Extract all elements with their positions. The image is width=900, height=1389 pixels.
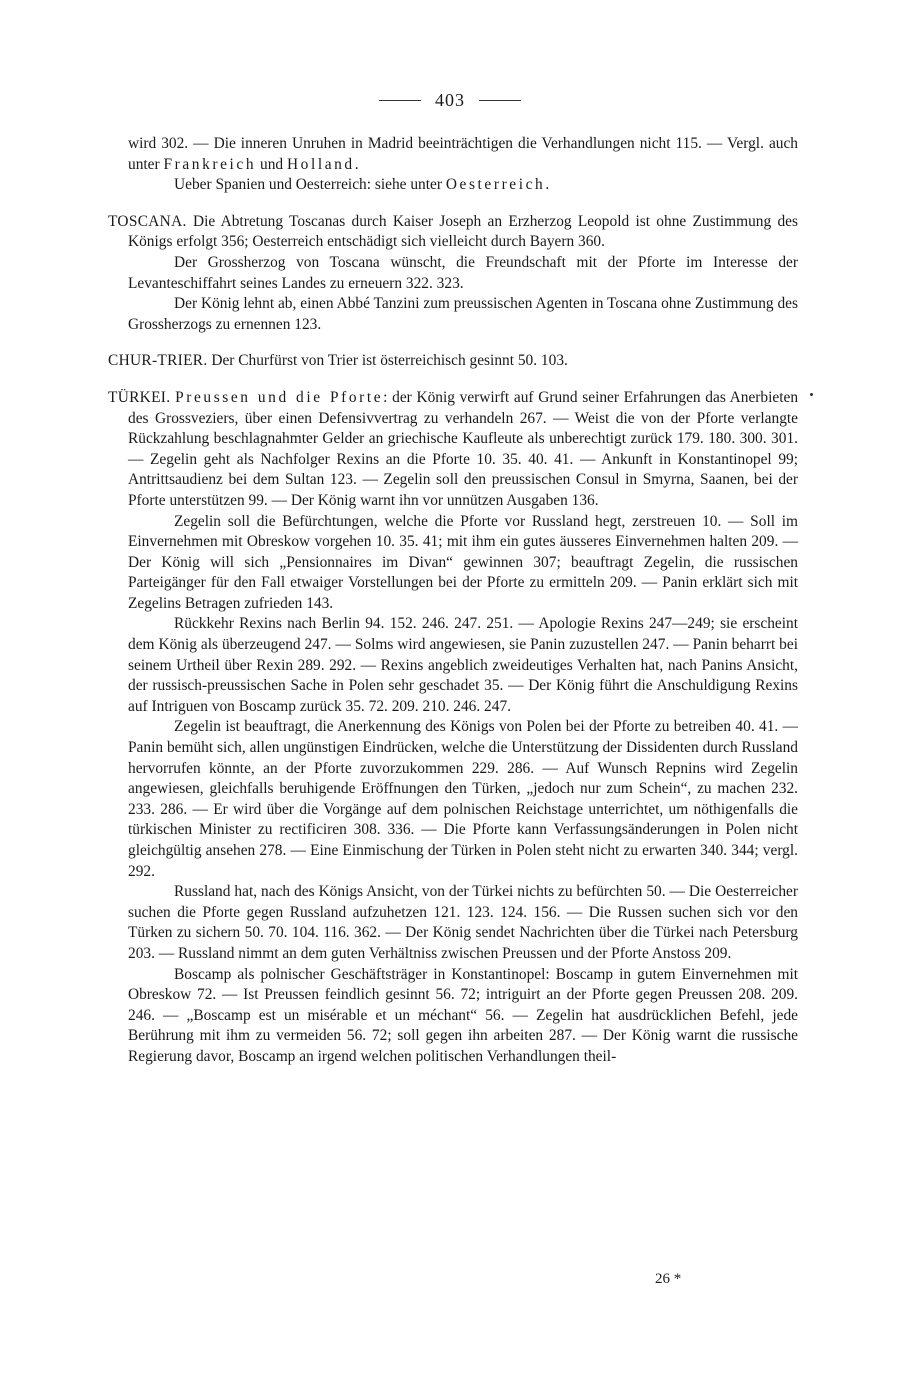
section-gap bbox=[108, 335, 798, 351]
tuerkei-paragraph-3: Rückkehr Rexins nach Berlin 94. 152. 246. 247. 251. — Apologie Rexins 247—249; sie erscheint dem König als überzeugend 247. — Solms wird angewiesen, sie Panin zuzustellen 247. — Panin beharrt bei seinem Urtheil über Rexin 289. 292. — Rexins angeblich zweideutiges Verhalten hat, nach Panins Ansicht, der russisch-preussischen Sache in Polen sehr geschadet 35. — Der König führt die Anschuldigung Rexins auf Intriguen von Boscamp zurück 35. 72. 209. 210. 246. 247. bbox=[128, 615, 798, 715]
tuerkei-heading: TÜRKEI. bbox=[108, 388, 171, 406]
chur-trier-paragraph: Der Churfürst von Trier ist österreichisch gesinnt 50. 103. bbox=[207, 352, 568, 370]
toscana-paragraph-3: Der König lehnt ab, einen Abbé Tanzini zum preussischen Agenten in Toscana ohne Zustimmung des Grossherzogs zu ernennen 123. bbox=[128, 295, 798, 333]
tuerkei-paragraph-6: Boscamp als polnischer Geschäftsträger in Konstantinopel: Boscamp in gutem Einvernehmen mit Obreskow 72. — Ist Preussen feindlich gesinnt 56. 72; intriguirt an der Pforte gegen Preussen 208. 209. 246. — „Boscamp est un misérable et un méchant“ 56. — Zegelin hat ausdrücklichen Befehl, jede Berührung mit ihm zu vermeiden 56. 72; soll gegen ihn arbeiten 287. — Der König warnt die russische Regierung davor, Boscamp an irgend welchen politischen Verhandlungen theil- bbox=[128, 965, 798, 1065]
tuerkei-paragraph-5: Russland hat, nach des Königs Ansicht, von der Türkei nichts zu befürchten 50. — Die Oesterreicher suchen die Pforte gegen Russland aufzuhetzen 121. 123. 124. 156. — Die Russen suchen sich vor den Türken zu sichern 50. 70. 104. 116. 362. — Der König sendet Nachrichten über die Türkei nach Petersburg 203. — Russland nimmt an dem guten Verhältniss zwischen Preussen und der Pforte Anstoss 209. bbox=[128, 883, 798, 962]
spain-tail-text: wird 302. — Die inneren Unruhen in Madrid beeinträchtigen die Verhandlungen nicht 115. — Vergl. auch unter bbox=[128, 135, 798, 173]
toscana-paragraph-2: Der Grossherzog von Toscana wünscht, die Freundschaft mit der Pforte im Interesse der Levanteschiffahrt seines Landes zu erneuern 322. 323. bbox=[128, 253, 798, 292]
toscana-entry bbox=[108, 212, 798, 253]
page-header bbox=[0, 90, 900, 111]
page-body bbox=[108, 134, 798, 1068]
print-speck bbox=[810, 393, 813, 396]
header-rule-left bbox=[379, 100, 421, 101]
tuerkei-paragraph-1: : der König verwirft auf Grund seiner Erfahrungen das Anerbieten des Grossveziers, über einen Defensivvertrag zu verhandeln 267. — Weist die von der Pforte verlangte Rückzahlung beschlagnahmter Gelder an griechische Kaufleute als unberechtigt zurück 179. 180. 300. 301. — Zegelin geht als Nachfolger Rexins an die Pforte 10. 35. 40. 41. — Ankunft in Konstantinopel 99; Antrittsaudienz bei dem Sultan 123. — Zegelin soll den preussischen Consul in Smyrna, Saanen, bei der Pforte unterstützen 99. — Der König warnt ihn vor unnützen Ausgaben 136. bbox=[128, 388, 799, 509]
chur-trier-heading: CHUR-TRIER. bbox=[108, 352, 208, 370]
signature-mark: 26 * bbox=[655, 1271, 682, 1287]
header-rule-right bbox=[479, 100, 521, 101]
cross-ref-frankreich: Frankreich bbox=[163, 155, 257, 173]
conjunction: und bbox=[256, 155, 287, 173]
punct: . bbox=[545, 176, 550, 194]
toscana-paragraph-1: Die Abtretung Toscanas durch Kaiser Joseph an Erzherzog Leopold ist ohne Zustimmung des Königs erfolgt 356; Oesterreich entschädigt sich vielleicht durch Bayern 360. bbox=[128, 212, 798, 251]
page-number: 403 bbox=[435, 90, 465, 110]
toscana-heading: TOSCANA. bbox=[108, 212, 187, 230]
tuerkei-entry bbox=[108, 388, 798, 512]
punct: . bbox=[354, 155, 359, 173]
tuerkei-paragraph-4: Zegelin ist beauftragt, die Anerkennung des Königs von Polen bei der Pforte zu betreiben 40. 41. — Panin bemüht sich, allen ungünstigen Eindrücken, welche die Unterstützung der Dissidenten durch Russland hervorrufen könnte, an der Pforte zuvorzukommen 229. 286. — Auf Wunsch Repnins wird Zegelin angewiesen, gleichfalls beruhigende Eröffnungen den Türken, „jedoch nur zum Schein“, zu machen 232. 233. 286. — Er wird über die Vorgänge auf dem polnischen Reichstage unterrichtet, um nöthigenfalls die türkischen Minister zu rectificiren 308. 336. — Die Pforte kann Verfassungsänderungen in Polen nicht gleichgültig ansehen 278. — Eine Einmischung der Türken in Polen steht nicht zu erwarten 340. 344; vergl. 292. bbox=[128, 718, 798, 880]
spain-austria-paragraph bbox=[108, 175, 798, 196]
cross-ref-oesterreich: Oesterreich bbox=[445, 176, 546, 194]
cross-ref-holland: Holland bbox=[286, 155, 355, 173]
spain-austria-text: Ueber Spanien und Oesterreich: siehe unter bbox=[174, 176, 446, 194]
chur-trier-entry bbox=[108, 351, 798, 372]
tuerkei-subheading: Preussen und die Pforte bbox=[175, 388, 384, 406]
spain-tail-paragraph bbox=[108, 134, 798, 175]
section-gap bbox=[108, 196, 798, 212]
section-gap bbox=[108, 372, 798, 388]
tuerkei-paragraph-2: Zegelin soll die Befürchtungen, welche die Pforte vor Russland hegt, zerstreuen 10. — Soll im Einvernehmen mit Obreskow vorgehen 10. 35. 41; mit ihm ein gutes äusseres Einvernehmen halten 209. — Der König will sich „Pensionnaires im Divan“ gewinnen 307; beauftragt Zegelin, die russischen Parteigänger für den Fall etwaiger Vorstellungen bei der Pforte zu ermitteln 209. — Panin erklärt sich mit Zegelins Betragen zufrieden 143. bbox=[128, 512, 798, 612]
